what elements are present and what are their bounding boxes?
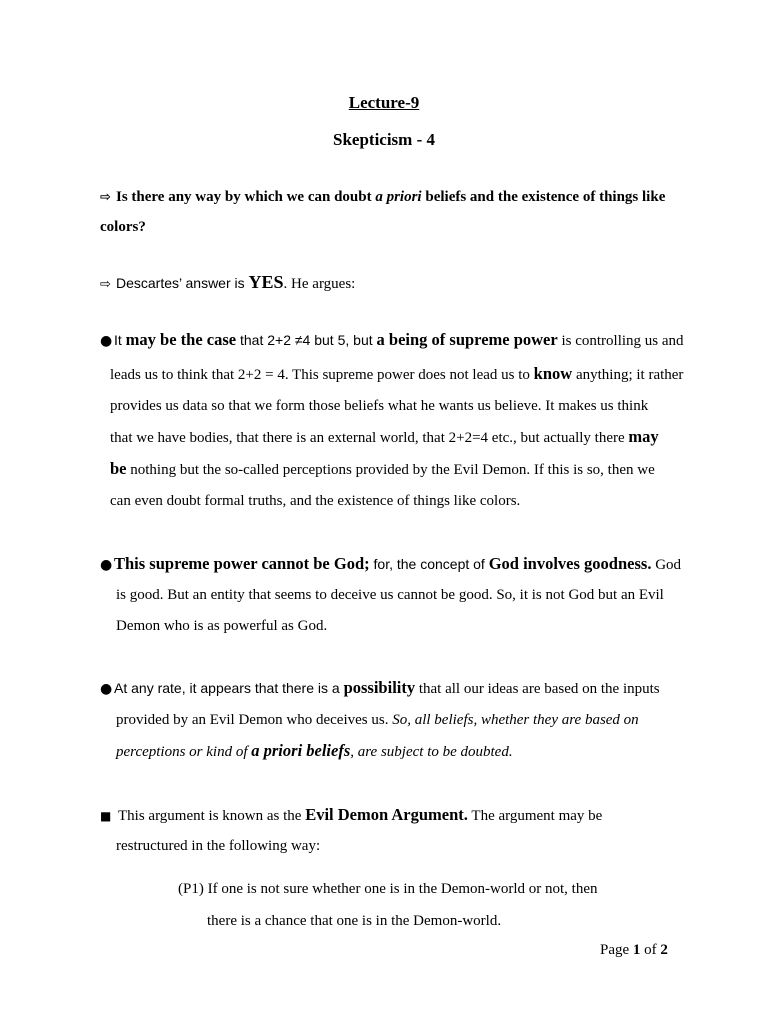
bullet4-line-2: restructured in the following way:	[116, 838, 321, 854]
premise1-line-1: (P1) If one is not sure whether one is in the Demon-world or not, then	[178, 881, 598, 897]
arrow-icon: ⇨	[100, 190, 111, 205]
bullet1-line-6: can even doubt formal truths, and the existence of things like colors.	[110, 493, 521, 509]
bullet-icon: ●	[100, 557, 113, 573]
arrow-icon: ⇨	[100, 277, 111, 292]
bullet-icon: ●	[100, 333, 113, 349]
page-subtitle: Skepticism - 4	[333, 130, 435, 149]
premise1-line-2: there is a chance that one is in the Demon-world.	[207, 913, 502, 929]
page-number: Page 1 of 2	[600, 942, 668, 958]
bullet2-line-2: is good. But an entity that seems to deceive us cannot be good. So, it is not God but an Evil	[116, 587, 664, 603]
bullet2-line-1: ● This supreme power cannot be God; for, the concept of God involves goodness. God	[100, 554, 682, 573]
bullet2-line-3: Demon who is as powerful as God.	[116, 618, 328, 634]
bullet1-line-1: ● It may be the case that 2+2 ≠4 but 5, but a being of supreme power is controlling us and	[100, 330, 684, 349]
question-line-2: colors?	[100, 219, 146, 235]
bullet3-line-2: provided by an Evil Demon who deceives us. So, all beliefs, whether they are based on	[116, 712, 639, 728]
bullet1-line-5: be nothing but the so-called perceptions provided by the Evil Demon. If this is so, then we	[110, 459, 655, 478]
bullet4-line-1: ■ This argument is known as the Evil Demon Argument. The argument may be	[100, 805, 603, 824]
question-line-1: ⇨ Is there any way by which we can doubt a priori beliefs and the existence of things like	[100, 187, 665, 208]
lecture-title: Lecture-9	[348, 93, 420, 112]
answer-line: ⇨ Descartes’ answer is YES. He argues:	[100, 272, 355, 295]
bullet1-line-4: that we have bodies, that there is an external world, that 2+2=4 etc., but actually there may	[110, 427, 659, 446]
bullet1-line-2: leads us to think that 2+2 = 4. This supreme power does not lead us to know anything; it rather	[110, 364, 684, 383]
bullet-icon: ●	[100, 681, 113, 697]
square-bullet-icon: ■	[100, 809, 112, 823]
bullet1-line-3: provides us data so that we form those beliefs what he wants us believe. It makes us think	[110, 398, 649, 414]
bullet3-line-3: perceptions or kind of a priori beliefs, are subject to be doubted.	[116, 741, 513, 760]
bullet3-line-1: ● At any rate, it appears that there is a possibility that all our ideas are based on the inputs	[100, 678, 660, 697]
